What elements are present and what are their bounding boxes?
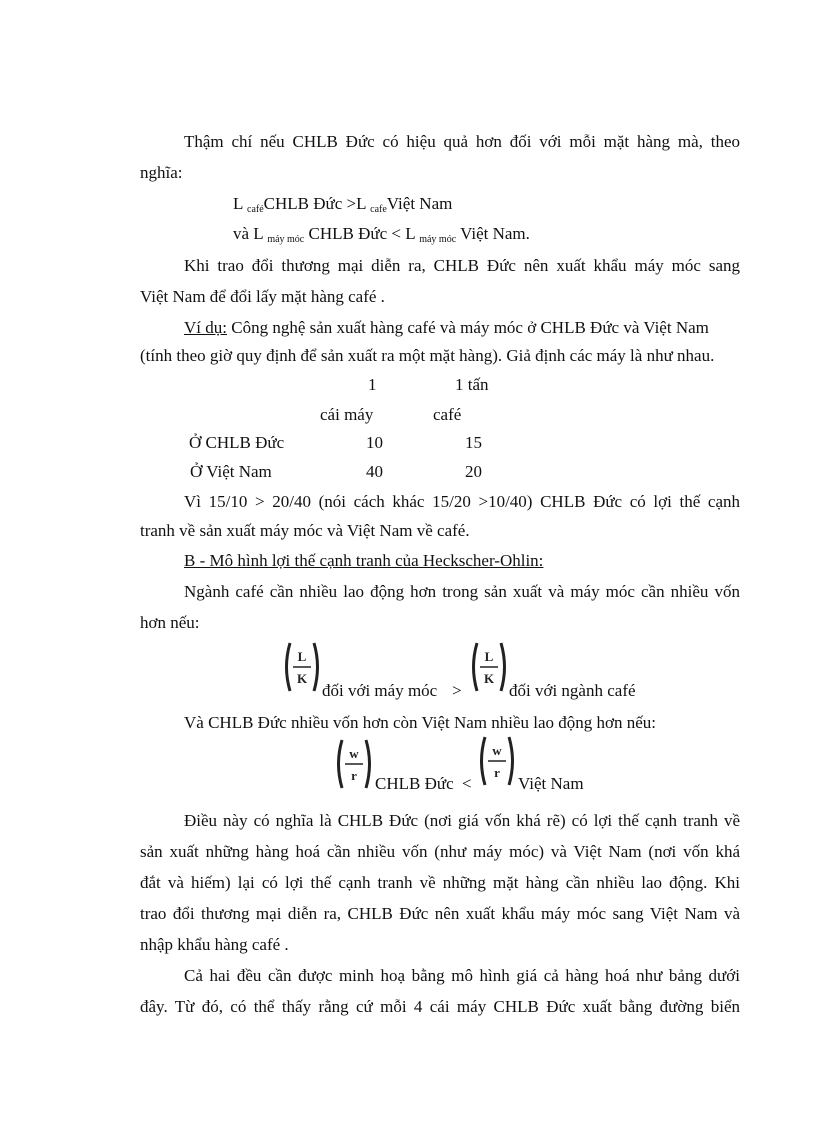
- table-head-machine-bottom: cái máy: [320, 405, 374, 424]
- table-row-2-machine: 40: [366, 462, 383, 481]
- example-line-2: (tính theo giờ quy định để sản xuất ra một mặt hàng). Giả định các máy là như nhau.: [140, 346, 715, 365]
- example-line-1: [184, 318, 740, 338]
- formula1-frac1-den: K: [296, 671, 308, 686]
- formula2-frac1-den: r: [351, 768, 357, 783]
- formula2-fraction-1: [334, 738, 374, 790]
- ineq1-l: L: [233, 194, 248, 213]
- table-row-1-coffee: 15: [465, 433, 482, 452]
- formula2-label-1: CHLB Đức: [375, 774, 454, 793]
- formula1-operator: >: [452, 681, 462, 700]
- example-text: Công nghệ sản xuất hàng café và máy móc ở CHLB Đức và Việt Nam: [226, 318, 709, 337]
- table-row-2-label: Ở Việt Nam: [190, 462, 272, 481]
- ineq2-sub1: máy móc: [267, 234, 305, 245]
- formula2-fraction-2: [477, 735, 517, 787]
- formula1-fraction-1: [282, 641, 322, 693]
- ineq1-end: Việt Nam: [386, 194, 453, 213]
- inequality-1: [233, 194, 452, 217]
- table-row-1-machine: 10: [366, 433, 383, 452]
- formula2-operator: <: [462, 774, 472, 793]
- formula2-frac1-num: w: [349, 746, 359, 761]
- formula1-label-1: đối với máy móc: [322, 681, 438, 700]
- paragraph-1-line-2: nghĩa:: [140, 163, 183, 182]
- section-b-heading: B - Mô hình lợi thế cạnh tranh của Heckscher-Ohlin:: [184, 551, 544, 570]
- paragraph-7-line-2: đây. Từ đó, có thể thấy rằng cứ mỗi 4 cái máy CHLB Đức xuất bằng đường biển: [140, 997, 740, 1016]
- paragraph-2-line-1: Khi trao đổi thương mại diễn ra, CHLB Đức nên xuất khẩu máy móc sang: [184, 256, 740, 275]
- example-label: Ví dụ:: [184, 318, 227, 337]
- ineq2-mid: CHLB Đức < L: [304, 224, 420, 243]
- paragraph-7-line-1: Cả hai đều cần được minh hoạ bằng mô hình giá cả hàng hoá như bảng dưới: [184, 966, 740, 985]
- table-row-2-coffee: 20: [465, 462, 482, 481]
- paragraph-5: Và CHLB Đức nhiều vốn hơn còn Việt Nam nhiều lao động hơn nếu:: [184, 713, 657, 732]
- paragraph-3-line-1: Vì 15/10 > 20/40 (nói cách khác 15/20 >10/40) CHLB Đức có lợi thế cạnh: [184, 492, 740, 511]
- formula1-frac2-den: K: [483, 671, 495, 686]
- ineq2-sub2: máy móc: [419, 234, 457, 245]
- table-head-coffee-top: 1 tấn: [455, 375, 489, 394]
- paragraph-4-line-1: Ngành café cần nhiều lao động hơn trong sản xuất và máy móc cần nhiều vốn: [184, 582, 740, 601]
- ineq1-sub2: cafe: [370, 204, 387, 215]
- formula1-fraction-2: [469, 641, 509, 693]
- formula1-label-2: đối với ngành café: [509, 681, 636, 700]
- ineq2-end: Việt Nam.: [456, 224, 530, 243]
- formula2-label-2: Việt Nam: [518, 774, 584, 793]
- formula2-frac2-num: w: [492, 743, 502, 758]
- formula1-frac2-num: L: [484, 649, 494, 664]
- formula1-frac1-num: L: [297, 649, 307, 664]
- table-head-coffee-bottom: café: [433, 405, 462, 424]
- table-row-1-label: Ở CHLB Đức: [189, 433, 285, 452]
- paragraph-1-line-1: Thậm chí nếu CHLB Đức có hiệu quả hơn đối với mỗi mặt hàng mà, theo: [184, 132, 740, 151]
- ineq1-mid: CHLB Đức >L: [263, 194, 371, 213]
- paragraph-3-line-2: tranh về sản xuất máy móc và Việt Nam về café.: [140, 521, 470, 540]
- formula2-frac2-den: r: [494, 765, 500, 780]
- paragraph-2-line-2: Việt Nam để đổi lấy mặt hàng café .: [140, 287, 385, 306]
- paragraph-6-line-2: sản xuất những hàng hoá cần nhiều vốn (như máy móc) và Việt Nam (nơi vốn khá: [140, 842, 740, 861]
- paragraph-6-line-5: nhập khẩu hàng café .: [140, 935, 289, 954]
- paragraph-4-line-2: hơn nếu:: [140, 613, 200, 632]
- paragraph-6-line-3: đắt và hiếm) lại có lợi thế cạnh tranh về những mặt hàng cần nhiều lao động. Khi: [140, 873, 740, 892]
- table-head-machine-top: 1: [368, 375, 377, 394]
- ineq2-start: và L: [233, 224, 268, 243]
- inequality-2: [233, 224, 530, 247]
- paragraph-6-line-1: Điều này có nghĩa là CHLB Đức (nơi giá vốn khá rẽ) có lợi thế cạnh tranh về: [184, 811, 740, 830]
- paragraph-6-line-4: trao đổi thương mại diễn ra, CHLB Đức nên xuất khẩu máy móc sang Việt Nam và: [140, 904, 740, 923]
- ineq1-sub1: café: [247, 204, 264, 215]
